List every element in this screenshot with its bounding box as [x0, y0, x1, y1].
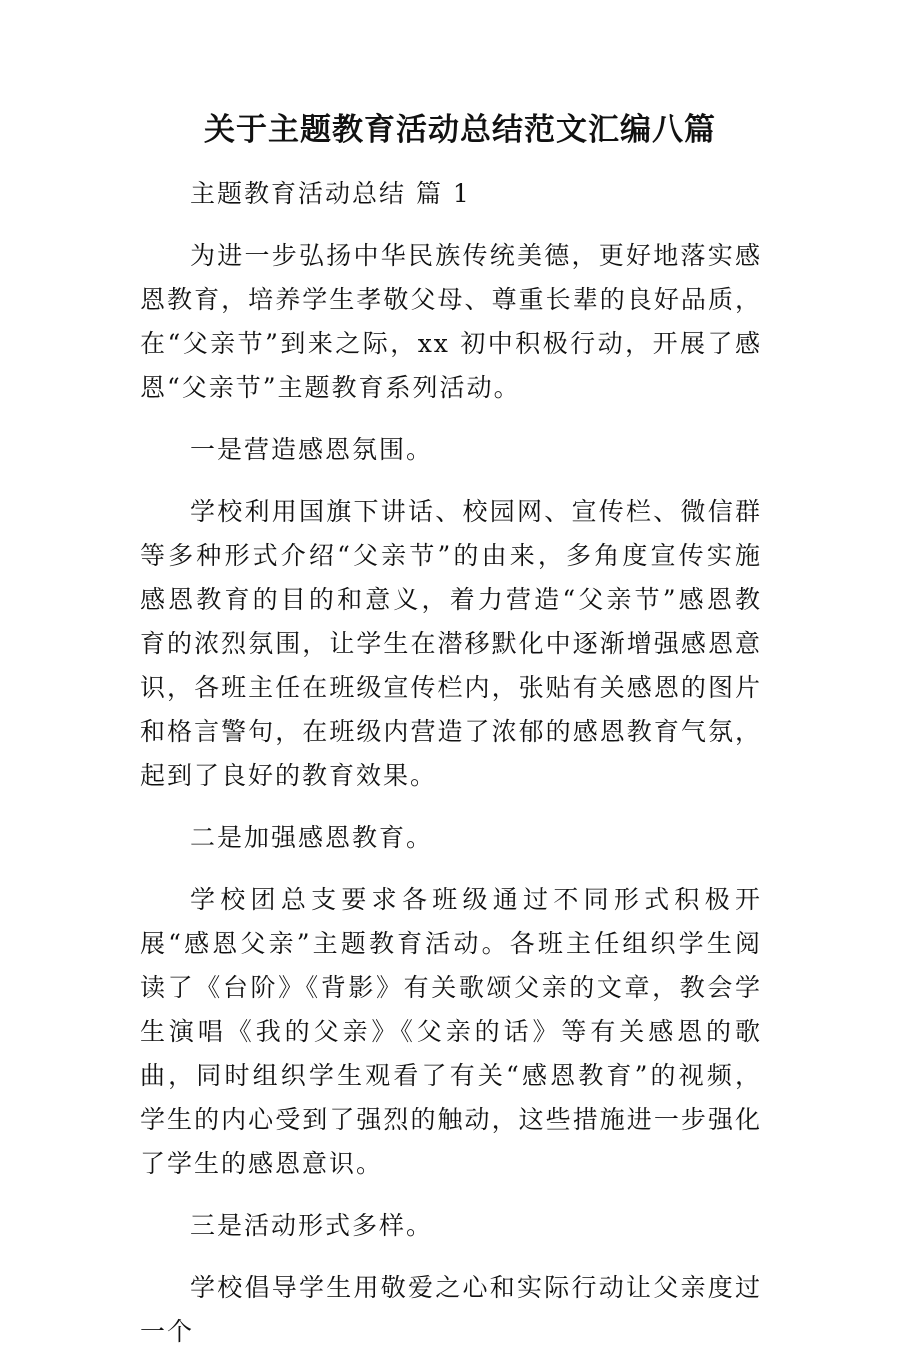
document-title: 关于主题教育活动总结范文汇编八篇 [204, 112, 716, 148]
document-body [140, 172, 762, 1372]
paragraph-intro: 为进一步弘扬中华民族传统美德，更好地落实感恩教育，培养学生孝敬父母、尊重长辈的良好品质，在“父亲节”到来之际，xx 初中积极行动，开展了感恩“父亲节”主题教育系列活动。 [140, 241, 762, 402]
paragraph-point-2-heading: 二是加强感恩教育。 [190, 823, 434, 852]
section-heading: 主题教育活动总结 篇 1 [190, 179, 471, 208]
paragraph-point-3-heading: 三是活动形式多样。 [190, 1211, 434, 1240]
paragraph-point-1-body: 学校利用国旗下讲话、校园网、宣传栏、微信群等多种形式介绍“父亲节”的由来，多角度宣传实施感恩教育的目的和意义，着力营造“父亲节”感恩教育的浓烈氛围，让学生在潜移默化中逐渐增强感恩意识，各班主任在班级宣传栏内，张贴有关感恩的图片和格言警句，在班级内营造了浓郁的感恩教育气氛，起到了良好的教育效果。 [140, 497, 762, 790]
paragraph-point-1-heading: 一是营造感恩氛围。 [190, 435, 434, 464]
paragraph-point-3-body: 学校倡导学生用敬爱之心和实际行动让父亲度过一个 [140, 1273, 762, 1346]
paragraph-point-2-body: 学校团总支要求各班级通过不同形式积极开展“感恩父亲”主题教育活动。各班主任组织学生阅读了《台阶》《背影》有关歌颂父亲的文章，教会学生演唱《我的父亲》《父亲的话》等有关感恩的歌曲，同时组织学生观看了有关“感恩教育”的视频，学生的内心受到了强烈的触动，这些措施进一步强化了学生的感恩意识。 [140, 885, 762, 1178]
